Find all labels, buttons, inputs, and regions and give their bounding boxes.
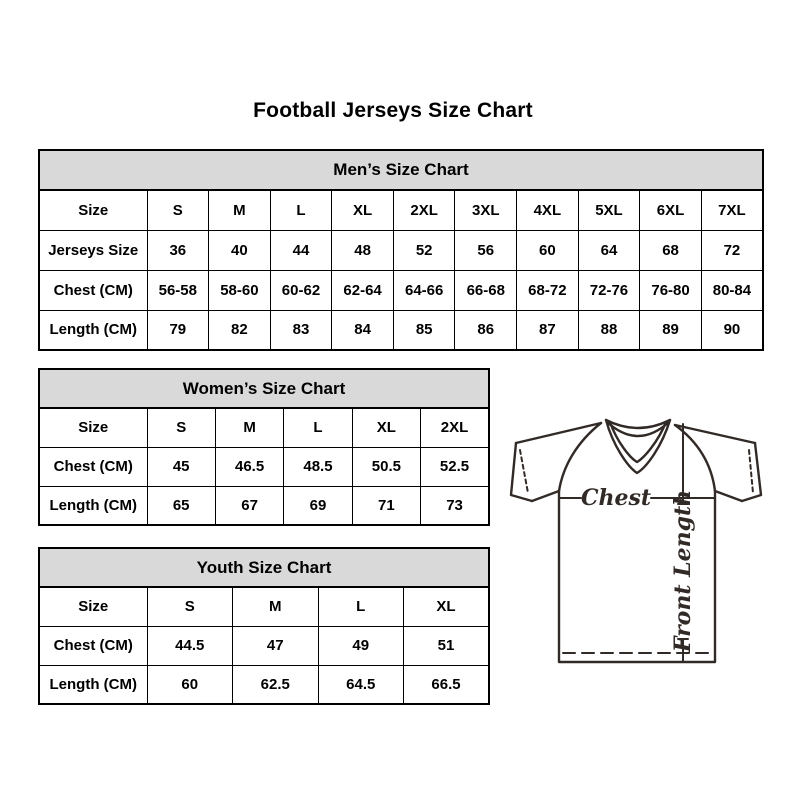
row-label-cell: Length (CM) (39, 665, 147, 704)
value-cell: 4XL (517, 190, 579, 230)
row-label-cell: Size (39, 587, 147, 626)
table-row (39, 587, 489, 626)
table-title: Women’s Size Chart (39, 369, 489, 408)
value-cell: 47 (233, 626, 319, 665)
table-row (39, 230, 763, 270)
value-cell: 87 (517, 310, 579, 350)
jersey-cuff-dashed-left (520, 450, 528, 493)
table-title-row (39, 369, 489, 408)
jersey-illustration (505, 400, 775, 680)
table-title-row (39, 150, 763, 190)
value-cell: 73 (421, 486, 489, 525)
value-cell: 86 (455, 310, 517, 350)
row-label-cell: Size (39, 190, 147, 230)
table-row (39, 408, 489, 447)
value-cell: 40 (209, 230, 271, 270)
value-cell: 52.5 (421, 447, 489, 486)
table-row (39, 447, 489, 486)
chest-label: Chest (580, 485, 652, 511)
value-cell: 7XL (701, 190, 763, 230)
value-cell: 62-64 (332, 270, 394, 310)
table-title-row (39, 548, 489, 587)
value-cell: L (284, 408, 352, 447)
value-cell: S (147, 408, 215, 447)
value-cell: 44.5 (147, 626, 233, 665)
value-cell: M (233, 587, 319, 626)
mens-size-table (38, 149, 764, 351)
value-cell: 69 (284, 486, 352, 525)
value-cell: 50.5 (352, 447, 420, 486)
value-cell: 62.5 (233, 665, 319, 704)
value-cell: 60-62 (270, 270, 332, 310)
table-title: Youth Size Chart (39, 548, 489, 587)
jersey-measurement-diagram (505, 400, 775, 680)
jersey-cuff-dashed-right (749, 450, 753, 493)
value-cell: 68 (640, 230, 702, 270)
value-cell: 60 (147, 665, 233, 704)
value-cell: 48.5 (284, 447, 352, 486)
value-cell: 88 (578, 310, 640, 350)
value-cell: 6XL (640, 190, 702, 230)
value-cell: S (147, 190, 209, 230)
value-cell: 49 (318, 626, 404, 665)
row-label-cell: Length (CM) (39, 310, 147, 350)
value-cell: 2XL (393, 190, 455, 230)
value-cell: 71 (352, 486, 420, 525)
value-cell: 68-72 (517, 270, 579, 310)
value-cell: 72 (701, 230, 763, 270)
value-cell: 85 (393, 310, 455, 350)
value-cell: 65 (147, 486, 215, 525)
table-row (39, 310, 763, 350)
value-cell: 79 (147, 310, 209, 350)
value-cell: M (215, 408, 283, 447)
value-cell: 52 (393, 230, 455, 270)
value-cell: XL (352, 408, 420, 447)
value-cell: 64.5 (318, 665, 404, 704)
row-label-cell: Chest (CM) (39, 270, 147, 310)
value-cell: 56 (455, 230, 517, 270)
jersey-sleeve-left (511, 443, 532, 501)
row-label-cell: Chest (CM) (39, 626, 147, 665)
value-cell: 72-76 (578, 270, 640, 310)
value-cell: 44 (270, 230, 332, 270)
value-cell: 90 (701, 310, 763, 350)
value-cell: L (318, 587, 404, 626)
value-cell: 84 (332, 310, 394, 350)
jersey-collar-back-upper (606, 420, 670, 428)
front-length-label: Front Length (670, 489, 696, 653)
value-cell: 3XL (455, 190, 517, 230)
value-cell: 60 (517, 230, 579, 270)
value-cell: 5XL (578, 190, 640, 230)
jersey-armhole-right (675, 425, 715, 491)
jersey-underarm-left (532, 491, 559, 501)
value-cell: 80-84 (701, 270, 763, 310)
value-cell: XL (404, 587, 490, 626)
value-cell: M (209, 190, 271, 230)
value-cell: 46.5 (215, 447, 283, 486)
value-cell: 64 (578, 230, 640, 270)
value-cell: 56-58 (147, 270, 209, 310)
value-cell: 89 (640, 310, 702, 350)
value-cell: 64-66 (393, 270, 455, 310)
value-cell: 58-60 (209, 270, 271, 310)
value-cell: 36 (147, 230, 209, 270)
youth-size-table (38, 547, 490, 705)
jersey-underarm-right (715, 491, 742, 501)
table-row (39, 190, 763, 230)
value-cell: 2XL (421, 408, 489, 447)
value-cell: 67 (215, 486, 283, 525)
table-row (39, 665, 489, 704)
table-row (39, 486, 489, 525)
value-cell: 76-80 (640, 270, 702, 310)
value-cell: 66-68 (455, 270, 517, 310)
value-cell: 51 (404, 626, 490, 665)
table-title: Men’s Size Chart (39, 150, 763, 190)
value-cell: 45 (147, 447, 215, 486)
row-label-cell: Chest (CM) (39, 447, 147, 486)
value-cell: 48 (332, 230, 394, 270)
row-label-cell: Jerseys Size (39, 230, 147, 270)
value-cell: 82 (209, 310, 271, 350)
page-title: Football Jerseys Size Chart (253, 99, 533, 122)
value-cell: XL (332, 190, 394, 230)
value-cell: L (270, 190, 332, 230)
table-row (39, 626, 489, 665)
row-label-cell: Size (39, 408, 147, 447)
value-cell: 83 (270, 310, 332, 350)
table-row (39, 270, 763, 310)
jersey-armhole-left (559, 423, 601, 491)
row-label-cell: Length (CM) (39, 486, 147, 525)
value-cell: 66.5 (404, 665, 490, 704)
value-cell: S (147, 587, 233, 626)
womens-size-table (38, 368, 490, 526)
